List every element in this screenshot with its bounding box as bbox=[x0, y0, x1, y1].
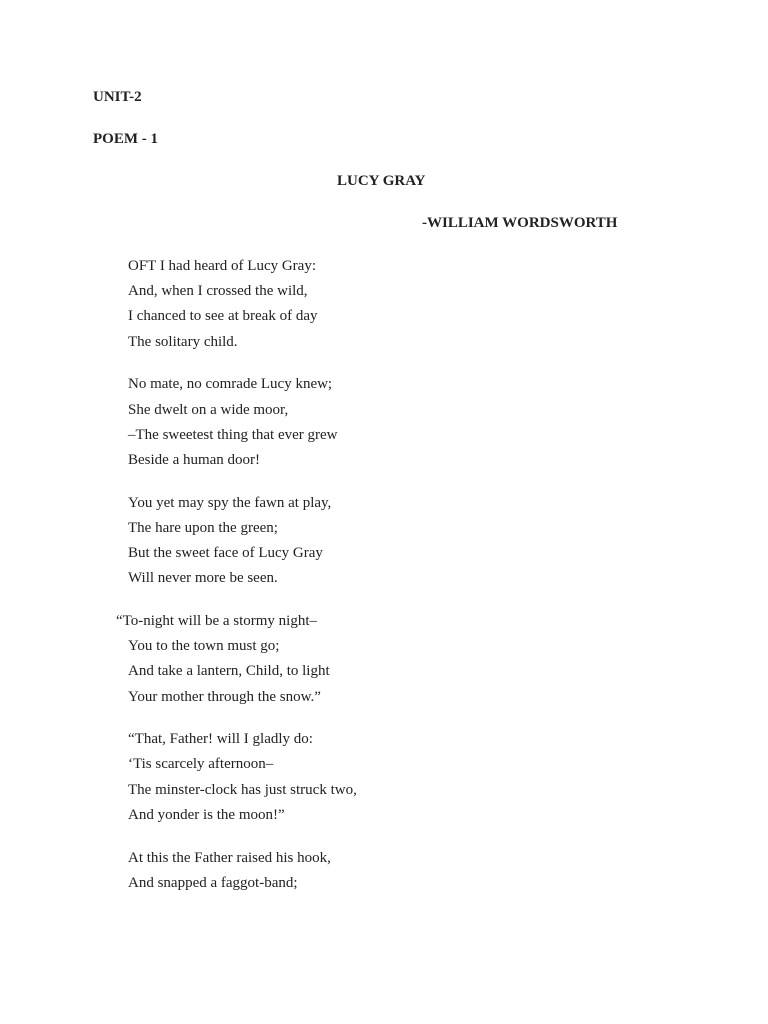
poem-line: Your mother through the snow.” bbox=[128, 688, 321, 705]
poem-line: But the sweet face of Lucy Gray bbox=[128, 545, 323, 562]
poem-line: And snapped a faggot-band; bbox=[128, 874, 298, 891]
poem-line: The minster-clock has just struck two, bbox=[128, 781, 357, 798]
stanza bbox=[0, 372, 768, 473]
poem-line: At this the Father raised his hook, bbox=[128, 849, 331, 866]
poem-body bbox=[0, 254, 768, 896]
poem-line: Will never more be seen. bbox=[128, 570, 278, 587]
poem-line: She dwelt on a wide moor, bbox=[128, 401, 289, 418]
poem-line: The solitary child. bbox=[128, 333, 238, 350]
stanza bbox=[0, 727, 768, 828]
poem-line: OFT I had heard of Lucy Gray: bbox=[128, 258, 316, 274]
poem-line: I chanced to see at break of day bbox=[128, 308, 318, 325]
poem-line: ‘Tis scarcely afternoon– bbox=[128, 756, 274, 773]
poem-author: -WILLIAM WORDSWORTH bbox=[422, 215, 618, 231]
poem-line: Beside a human door! bbox=[128, 451, 261, 468]
poem-line: And yonder is the moon!” bbox=[128, 806, 285, 823]
poem-line: And, when I crossed the wild, bbox=[128, 283, 308, 300]
stanza bbox=[0, 254, 768, 355]
poem-line: “To-night will be a stormy night– bbox=[116, 612, 318, 629]
poem-line: “That, Father! will I gladly do: bbox=[128, 731, 313, 748]
poem-line: The hare upon the green; bbox=[128, 519, 278, 536]
stanza bbox=[0, 846, 768, 896]
poem-line: And take a lantern, Child, to light bbox=[128, 663, 330, 680]
poem-number-heading: POEM - 1 bbox=[93, 131, 158, 147]
poem-line: You yet may spy the fawn at play, bbox=[128, 494, 332, 511]
stanza bbox=[0, 609, 768, 710]
poem-line: –The sweetest thing that ever grew bbox=[128, 426, 338, 443]
poem-line: You to the town must go; bbox=[128, 638, 280, 655]
poem-title: LUCY GRAY bbox=[337, 173, 426, 189]
unit-heading: UNIT-2 bbox=[93, 89, 142, 105]
stanza bbox=[0, 491, 768, 592]
poem-line: No mate, no comrade Lucy knew; bbox=[128, 376, 333, 393]
